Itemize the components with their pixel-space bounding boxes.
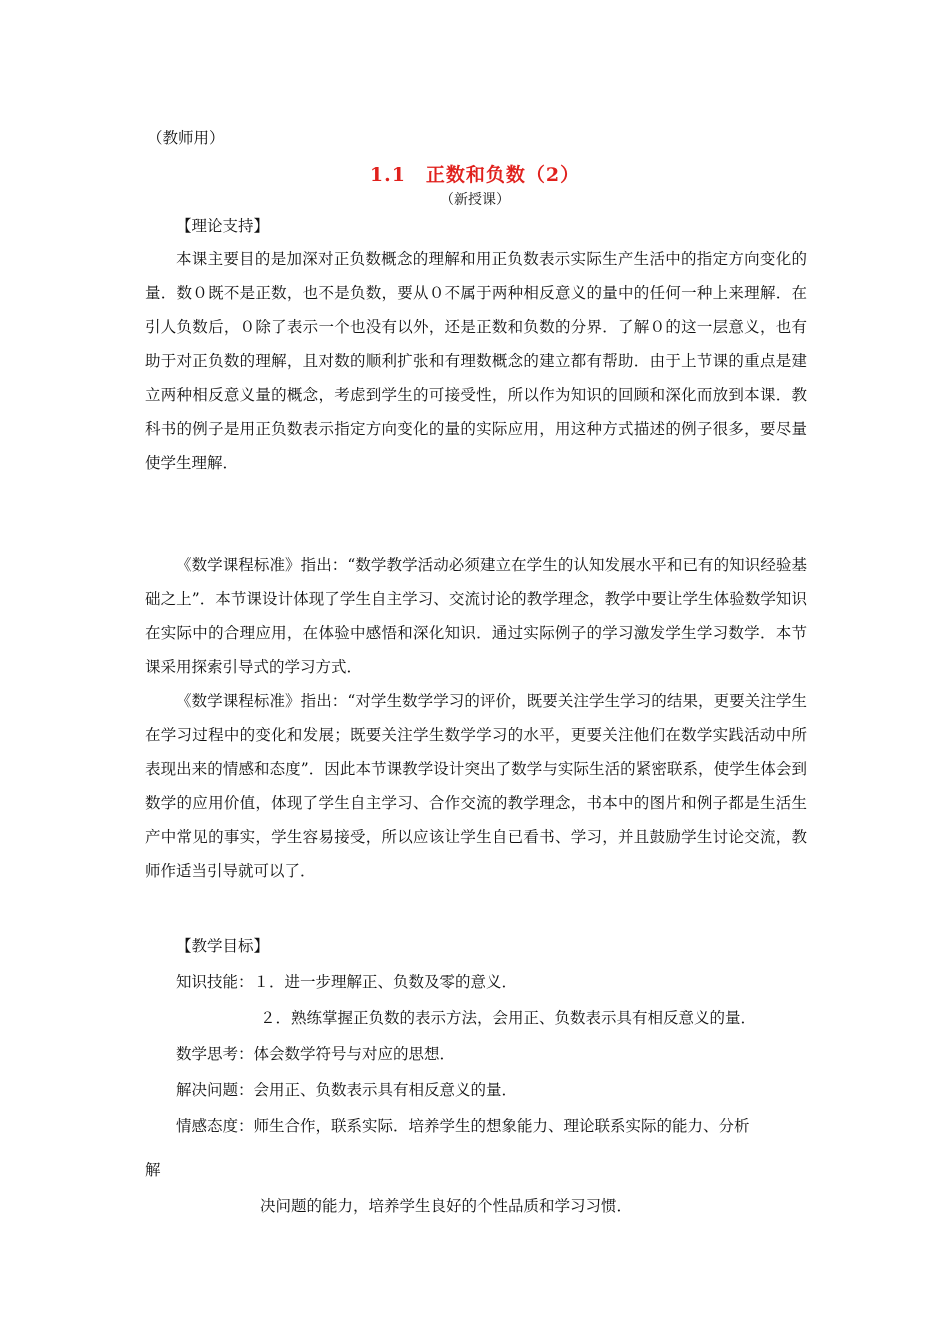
theory-paragraph-3: 《数学课程标准》指出：“对学生数学学习的评价，既要关注学生学习的结果，更要关注学生在学习过程中的变化和发展；既要关注学生数学学习的水平，更要关注他们在数学实践活动中所表现出来的情感和态度”．因此本节课教学设计突出了数学与实际生活的紧密联系，使学生体会到数学的应用价值，体现了学生自主学习、合作交流的教学理念，书本中的图片和例子都是生活生产中常见的事实，学生容易接受，所以应该让学生自已看书、学习，并且鼓励学生讨论交流，教师作适当引导就可以了． — [145, 692, 807, 880]
goal-knowledge-2: ２．熟练掌握正负数的表示方法，会用正、负数表示具有相反意义的量． — [260, 1009, 757, 1027]
goal-attitude-line-3: 决问题的能力，培养学生良好的个性品质和学习习惯． — [260, 1197, 633, 1215]
goal-knowledge-1: 知识技能：１．进一步理解正、负数及零的意义． — [176, 973, 518, 991]
page-subtitle: （新授课） — [440, 192, 510, 208]
theory-paragraph-2: 《数学课程标准》指出：“数学教学活动必须建立在学生的认知发展水平和已有的知识经验基础之上”．本节课设计体现了学生自主学习、交流讨论的教学理念，教学中要让学生体验数学知识在实际中的合理应用，在体验中感悟和深化知识．通过实际例子的学习激发学生学习数学．本节课采用探索引导式的学习方式． — [145, 556, 807, 676]
goal-thinking: 数学思考：体会数学符号与对应的思想． — [176, 1045, 456, 1063]
theory-paragraph-1: 本课主要目的是加深对正负数概念的理解和用正负数表示实际生产生活中的指定方向变化的量．数０既不是正数，也不是负数，要从０不属于两种相反意义的量中的任何一种上来理解．在引人负数后，０除了表示一个也没有以外，还是正数和负数的分界．了解０的这一层意义，也有助于对正负数的理解，且对数的顺利扩张和有理数概念的建立都有帮助．由于上节课的重点是建立两种相反意义量的概念，考虑到学生的可接受性，所以作为知识的回顾和深化而放到本课．教科书的例子是用正负数表示指定方向变化的量的实际应用，用这种方式描述的例子很多，要尽量使学生理解． — [145, 250, 807, 472]
page-title: 1.1 正数和负数（2） — [369, 164, 581, 186]
goals-heading: 【教学目标】 — [176, 937, 270, 955]
header-note: （教师用） — [147, 129, 225, 147]
goal-attitude-line-2: 解 — [145, 1161, 161, 1179]
goal-problem-solving: 解决问题：会用正、负数表示具有相反意义的量． — [176, 1081, 518, 1099]
theory-heading: 【理论支持】 — [176, 217, 270, 235]
goal-attitude-line-1: 情感态度：师生合作，联系实际．培养学生的想象能力、理论联系实际的能力、分析 — [176, 1117, 750, 1135]
